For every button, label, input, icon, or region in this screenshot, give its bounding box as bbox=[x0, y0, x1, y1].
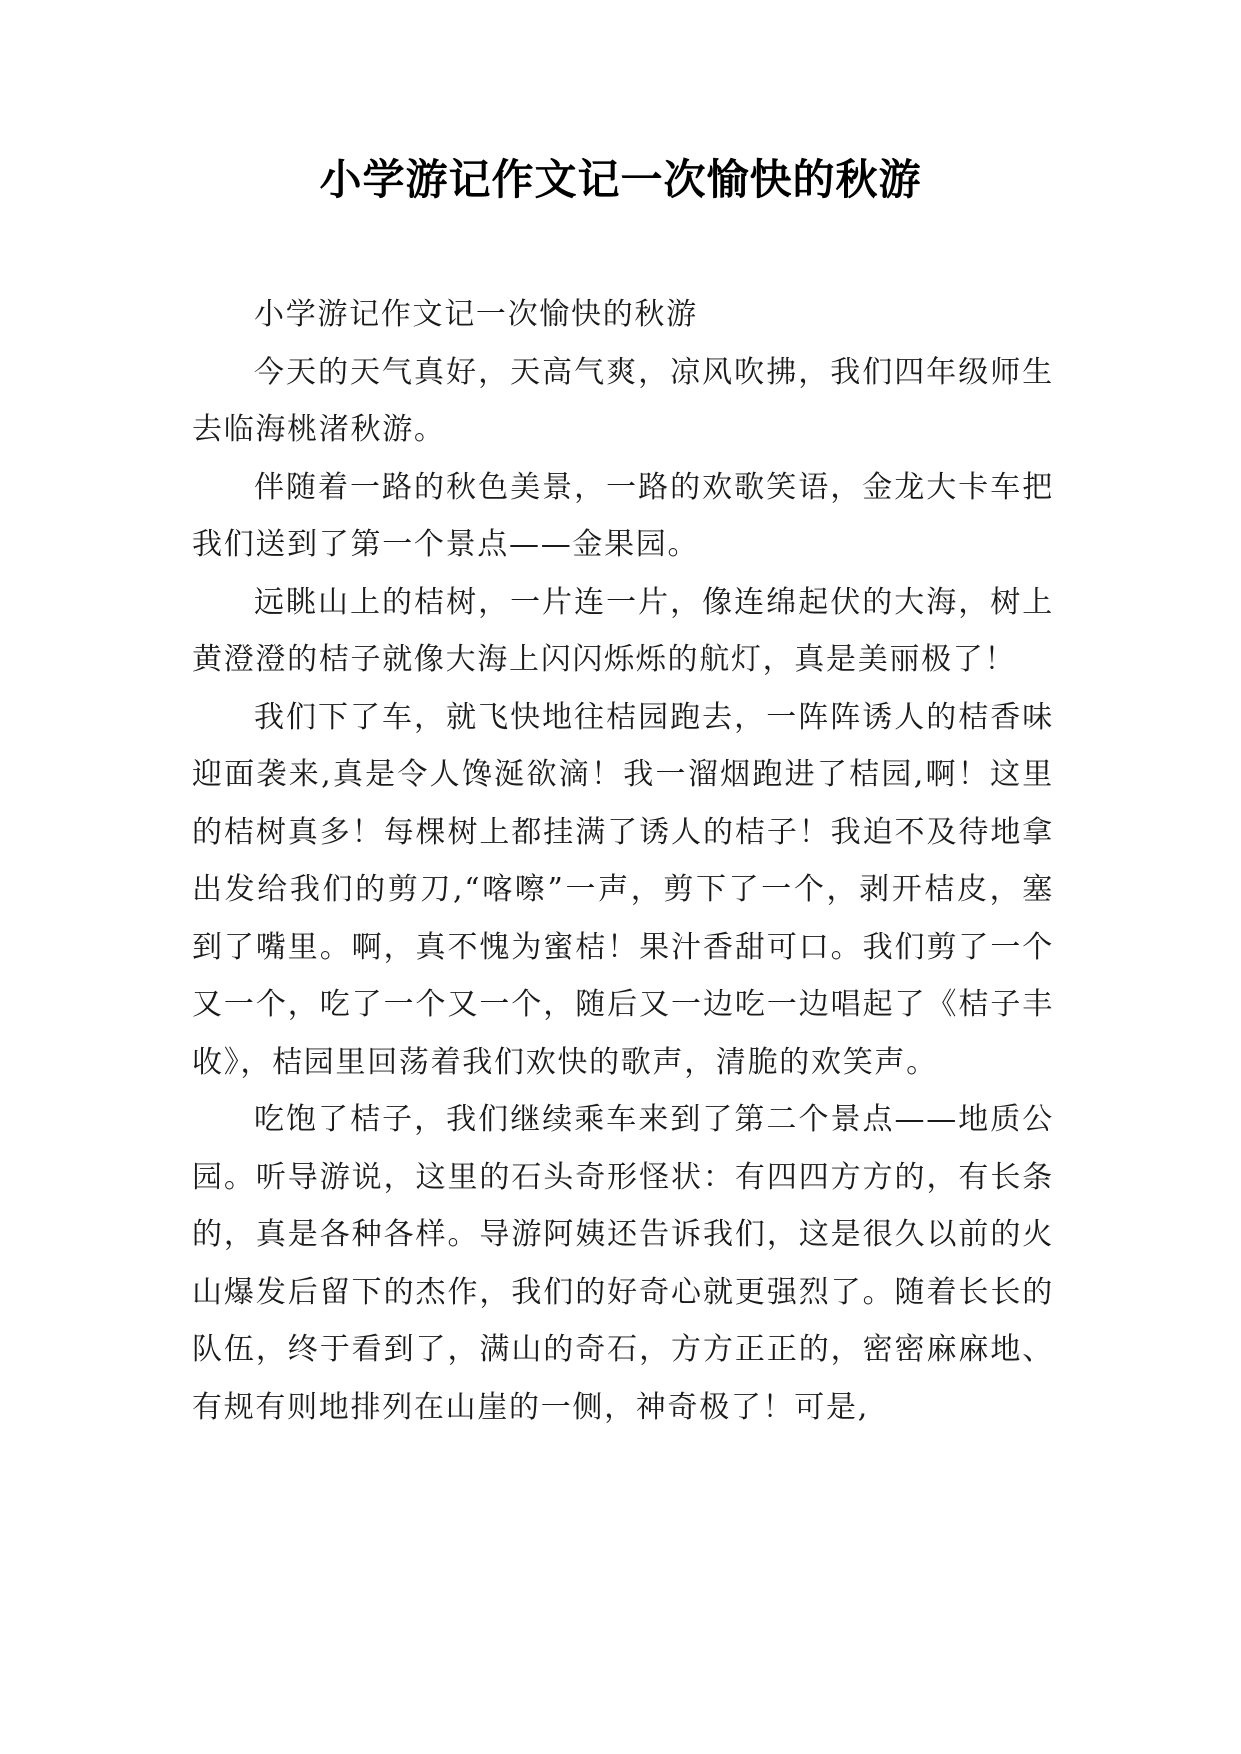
paragraph: 伴随着一路的秋色美景，一路的欢歌笑语，金龙大卡车把我们送到了第一个景点——金果园。 bbox=[192, 469, 1054, 562]
paragraph: 小学游记作文记一次愉快的秋游 bbox=[254, 297, 698, 332]
paragraph: 远眺山上的桔树，一片连一片，像连绵起伏的大海，树上黄澄澄的桔子就像大海上闪闪烁烁的航灯，真是美丽极了！ bbox=[192, 584, 1054, 677]
document-title: 小学游记作文记一次愉快的秋游 bbox=[319, 155, 922, 204]
paragraph: 我们下了车，就飞快地往桔园跑去，一阵阵诱人的桔香味迎面袭来,真是令人馋涎欲滴！我一溜烟跑进了桔园,啊！这里的桔树真多！每棵树上都挂满了诱人的桔子！我迫不及待地拿出发给我们的剪刀,“喀嚓”一声，剪下了一个，剥开桔皮，塞到了嘴里。啊，真不愧为蜜桔！果汁香甜可口。我们剪了一个又一个，吃了一个又一个，随后又一边吃一边唱起了《桔子丰收》，桔园里回荡着我们欢快的歌声，清脆的欢笑声。 bbox=[192, 699, 1054, 1080]
paragraph: 今天的天气真好，天高气爽，凉风吹拂，我们四年级师生去临海桃渚秋游。 bbox=[192, 354, 1054, 447]
paragraph: 吃饱了桔子，我们继续乘车来到了第二个景点——地质公园。听导游说，这里的石头奇形怪状：有四四方方的，有长条的，真是各种各样。导游阿姨还告诉我们，这是很久以前的火山爆发后留下的杰作，我们的好奇心就更强烈了。随着长长的队伍，终于看到了，满山的奇石，方方正正的，密密麻麻地、有规有则地排列在山崖的一侧，神奇极了！可是, bbox=[192, 1102, 1054, 1425]
document-body bbox=[192, 286, 1054, 1436]
